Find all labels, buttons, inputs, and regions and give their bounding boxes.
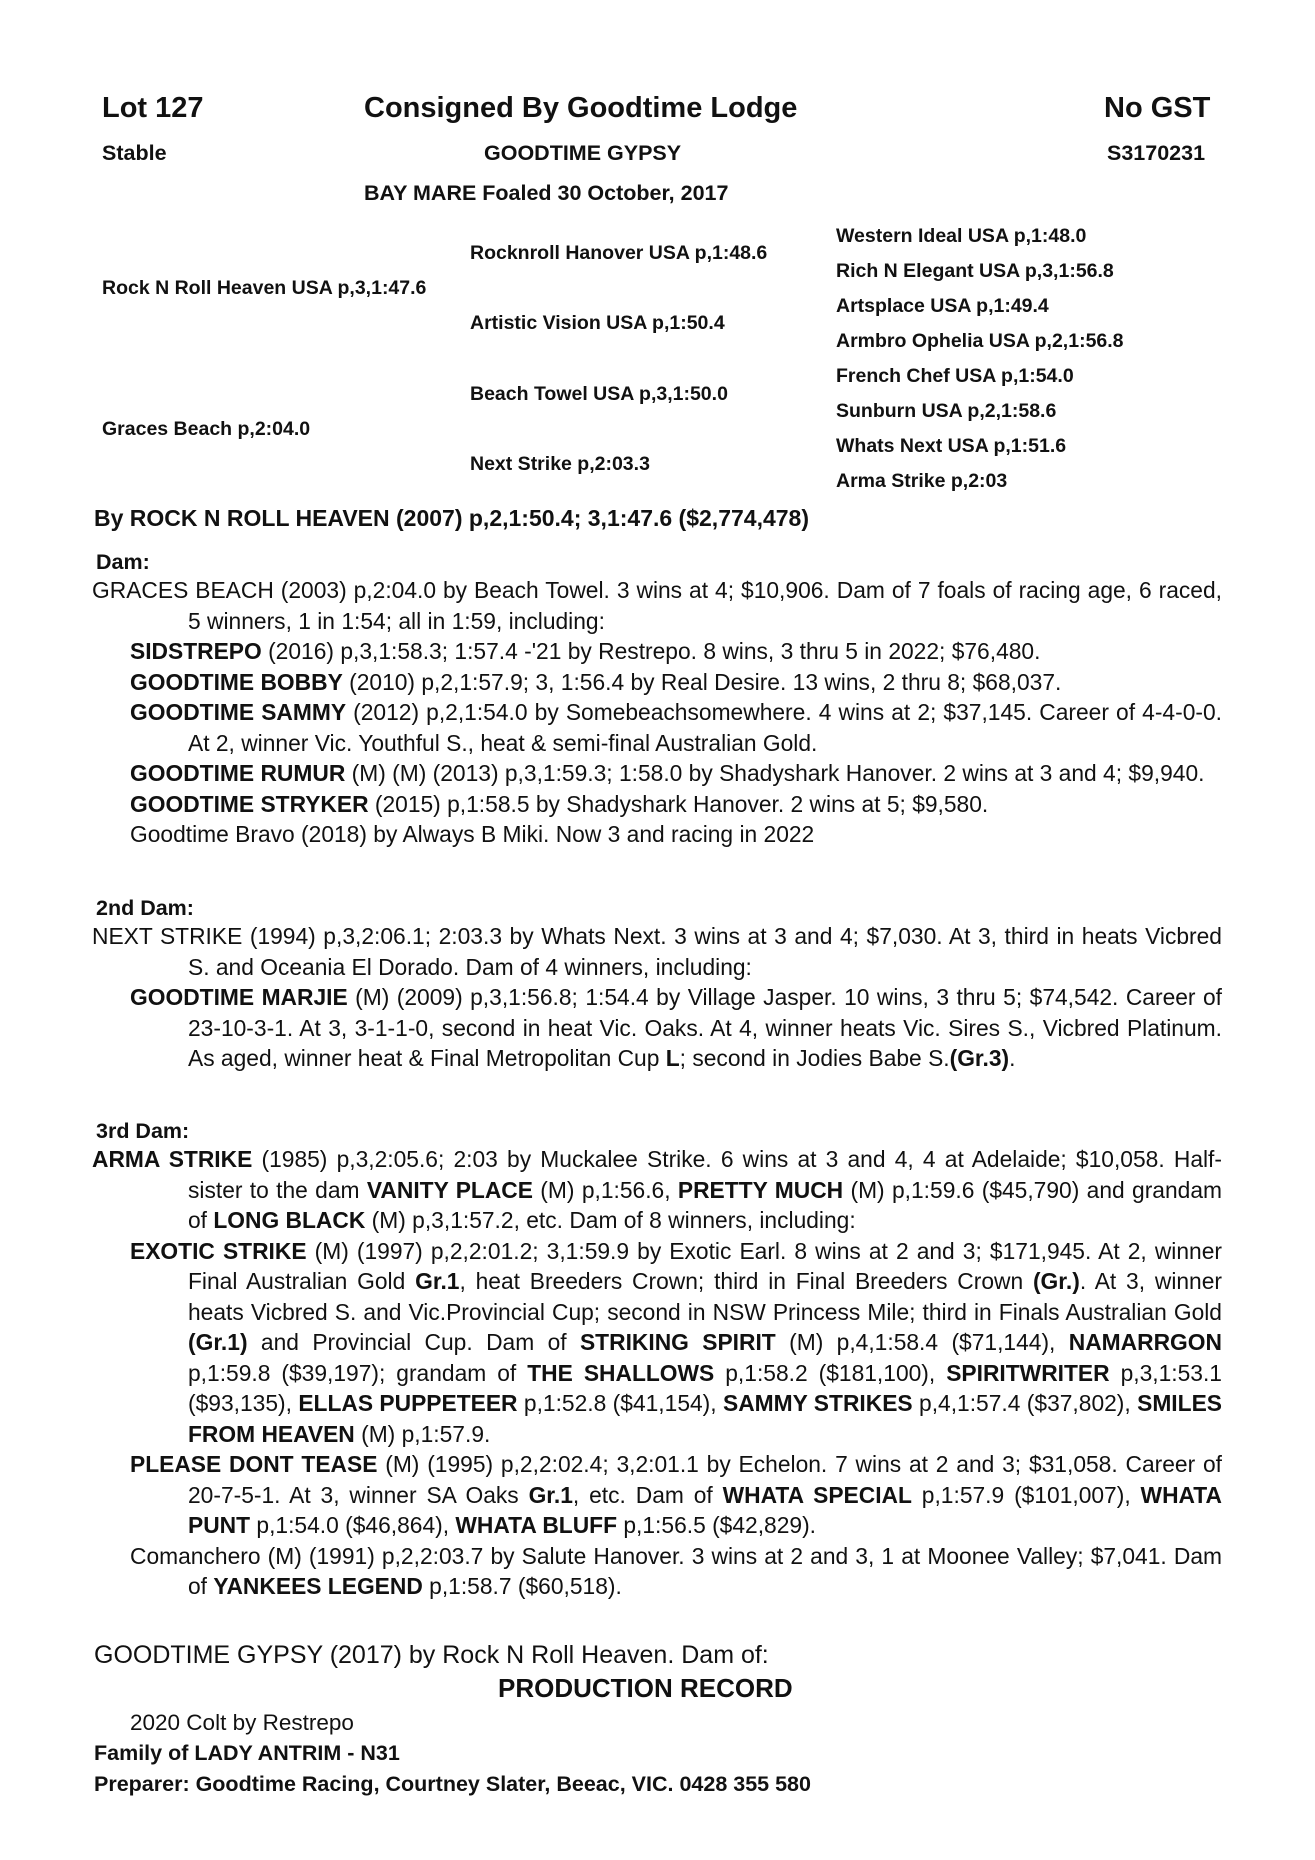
family-line: Family of LADY ANTRIM - N31: [94, 1741, 400, 1765]
pedigree-g3-5: French Chef USA p,1:54.0: [836, 365, 1074, 387]
consignor: Consigned By Goodtime Lodge: [364, 92, 798, 124]
progeny-name: GOODTIME STRYKER: [130, 790, 369, 817]
progeny-name: GOODTIME RUMUR: [130, 760, 346, 786]
list-item: EXOTIC STRIKE (M) (1997) p,2,2:01.2; 3,1:59.9 by Exotic Earl. 8 wins at 2 and 3; $171,945. At 2, winner Final Australian Gold Gr.1, heat Breeders Crown; third in Final Breeders Crown (Gr.). At 3, winner heats Vicbred S. and Vic.Provincial Cup; second in NSW Princess Mile; third in Finals Australian Gold (Gr.1) and Provincial Cup. Dam of STRIKING SPIRIT (M) p,4,1:58.4 ($71,144), NAMARRGON p,1:59.8 ($39,197); grandam of THE SHALLOWS p,1:58.2 ($181,100), SPIRITWRITER p,3,1:53.1 ($93,135), ELLAS PUPPETEER p,1:52.8 ($41,154), SAMMY STRIKES p,4,1:57.4 ($37,802), SMILES FROM HEAVEN (M) p,1:57.9.: [130, 1237, 1223, 1447]
third-dam-section: [92, 1144, 1222, 1602]
pedigree-dam-sire: Beach Towel USA p,3,1:50.0: [470, 383, 728, 405]
second-dam-section: [92, 921, 1222, 1074]
pedigree-dam-dam: Next Strike p,2:03.3: [470, 453, 650, 475]
second-dam-heading: 2nd Dam:: [96, 896, 194, 920]
pedigree-dam: Graces Beach p,2:04.0: [102, 418, 311, 440]
production-heading: PRODUCTION RECORD: [498, 1673, 793, 1703]
pedigree-g3-3: Artsplace USA p,1:49.4: [836, 295, 1049, 317]
second-dam-intro: NEXT STRIKE (1994) p,3,2:06.1; 2:03.3 by Whats Next. 3 wins at 3 and 4; $7,030. At 3, third in heats Vicbred S. and Oceania El Dorado. Dam of 4 winners, including:: [92, 923, 1222, 980]
horse-description: BAY MARE Foaled 30 October, 2017: [364, 181, 729, 205]
list-item: Goodtime Bravo (2018) by Always B Miki. Now 3 and racing in 2022: [130, 821, 815, 847]
pedigree-g3-2: Rich N Elegant USA p,3,1:56.8: [836, 260, 1114, 282]
list-item: GOODTIME BOBBY (2010) p,2,1:57.9; 3, 1:56.4 by Real Desire. 13 wins, 2 thru 8; $68,037.: [130, 668, 1062, 695]
pedigree-sire-dam: Artistic Vision USA p,1:50.4: [470, 312, 725, 334]
preparer-line: Preparer: Goodtime Racing, Courtney Slater, Beeac, VIC. 0428 355 580: [94, 1772, 811, 1796]
lot-number: Lot 127: [102, 92, 204, 124]
production-record: 2020 Colt by Restrepo: [130, 1710, 354, 1735]
pedigree-g3-6: Sunburn USA p,2,1:58.6: [836, 400, 1057, 422]
list-item: GOODTIME MARJIE (M) (2009) p,3,1:56.8; 1:54.4 by Village Jasper. 10 wins, 3 thru 5; $74,542. Career of 23-10-3-1. At 3, 3-1-1-0, second in heat Vic. Oaks. At 4, winner heats Vic. Sires S., Vicbred Platinum. As aged, winner heat & Final Metropolitan Cup L; second in Jodies Babe S.(Gr.3).: [130, 984, 1222, 1071]
pedigree-g3-7: Whats Next USA p,1:51.6: [836, 435, 1067, 457]
list-item: Comanchero (M) (1991) p,2,2:03.7 by Salute Hanover. 3 wins at 2 and 3, 1 at Moonee Valley; $7,041. Dam of YANKEES LEGEND p,1:58.7 ($60,518).: [130, 1542, 1222, 1599]
list-item: GOODTIME SAMMY (2012) p,2,1:54.0 by Somebeachsomewhere. 4 wins at 2; $37,145. Career of 4-4-0-0. At 2, winner Vic. Youthful S., heat & semi-final Australian Gold.: [130, 699, 1222, 756]
horse-name: GOODTIME GYPSY: [484, 141, 682, 165]
pedigree-g3-4: Armbro Ophelia USA p,2,1:56.8: [836, 330, 1124, 352]
dam-heading: Dam:: [96, 550, 150, 574]
progeny-name: GOODTIME SAMMY: [130, 699, 347, 725]
sire-line: By ROCK N ROLL HEAVEN (2007) p,2,1:50.4; 3,1:47.6 ($2,774,478): [94, 505, 809, 531]
pedigree-sire: Rock N Roll Heaven USA p,3,1:47.6: [102, 277, 427, 299]
pedigree-sire-sire: Rocknroll Hanover USA p,1:48.6: [470, 242, 768, 264]
list-item: GOODTIME STRYKER (2015) p,1:58.5 by Shadyshark Hanover. 2 wins at 5; $9,580.: [130, 790, 989, 817]
progeny-name: SIDSTREPO: [130, 638, 262, 664]
gst-status: No GST: [1104, 92, 1211, 124]
pedigree-g3-8: Arma Strike p,2:03: [836, 470, 1008, 492]
progeny-name: GOODTIME BOBBY: [130, 668, 343, 695]
stable-label: Stable: [102, 141, 167, 165]
dam-section: [92, 575, 1222, 850]
catalogue-code: S3170231: [1107, 141, 1206, 165]
list-item: GOODTIME RUMUR (M) (M) (2013) p,3,1:59.3; 1:58.0 by Shadyshark Hanover. 2 wins at 3 and 4; $9,940.: [130, 760, 1205, 786]
third-dam-heading: 3rd Dam:: [96, 1119, 190, 1143]
third-dam-intro: ARMA STRIKE (1985) p,3,2:05.6; 2:03 by Muckalee Strike. 6 wins at 3 and 4, 4 at Adelaide; $10,058. Half-sister to the dam VANITY PLACE (M) p,1:56.6, PRETTY MUCH (M) p,1:59.6 ($45,790) and grandam of LONG BLACK (M) p,3,1:57.2, etc. Dam of 8 winners, including:: [92, 1146, 1222, 1233]
pedigree-g3-1: Western Ideal USA p,1:48.0: [836, 225, 1087, 247]
dam-intro: GRACES BEACH (2003) p,2:04.0 by Beach Towel. 3 wins at 4; $10,906. Dam of 7 foals of racing age, 6 raced, 5 winners, 1 in 1:54; all in 1:59, including:: [92, 577, 1222, 634]
list-item: PLEASE DONT TEASE (M) (1995) p,2,2:02.4; 3,2:01.1 by Echelon. 7 wins at 2 and 3; $31,058. Career of 20-7-5-1. At 3, winner SA Oaks Gr.1, etc. Dam of WHATA SPECIAL p,1:57.9 ($101,007), WHATA PUNT p,1:54.0 ($46,864), WHATA BLUFF p,1:56.5 ($42,829).: [130, 1451, 1222, 1538]
production-intro: GOODTIME GYPSY (2017) by Rock N Roll Heaven. Dam of:: [94, 1641, 769, 1669]
list-item: SIDSTREPO (2016) p,3,1:58.3; 1:57.4 -'21 by Restrepo. 8 wins, 3 thru 5 in 2022; $76,480.: [130, 638, 1041, 664]
